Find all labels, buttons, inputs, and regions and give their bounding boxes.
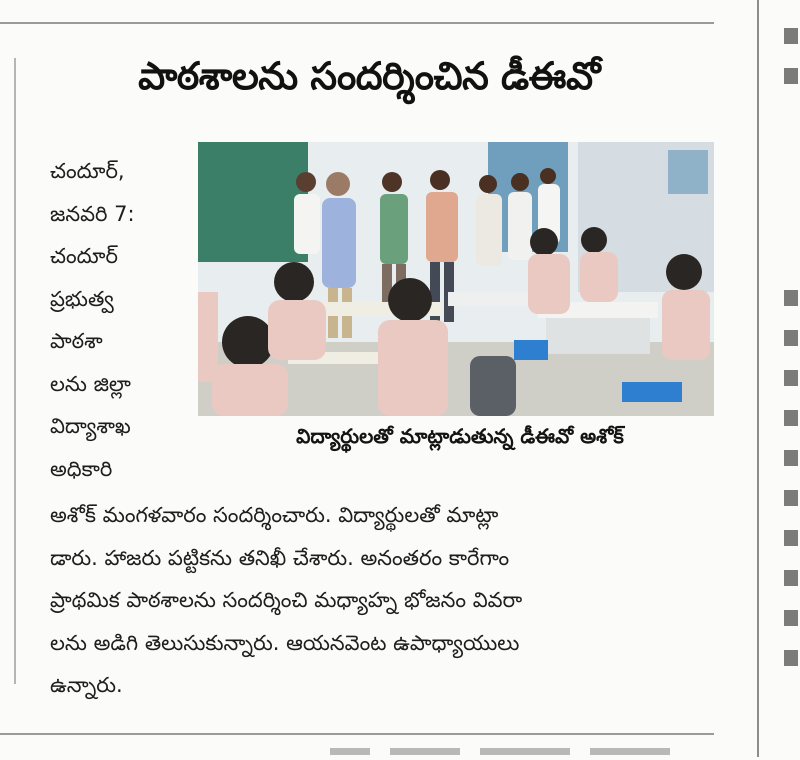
dateline-line: విద్యాశాఖ <box>50 414 131 438</box>
classroom-scene-illustration <box>198 142 714 416</box>
body-line: అశోక్ మంగళవారం సందర్శించారు. విద్యార్థులతో మాట్లా <box>50 503 499 527</box>
article-headline: పాఠశాలను సందర్శించిన డీఈవో <box>138 54 600 98</box>
classroom-visit-photo <box>198 142 714 416</box>
left-border-rule <box>14 58 16 684</box>
dateline-column <box>50 150 190 490</box>
body-line: లను అడిగి తెలుసుకున్నారు. ఆయనవెంట ఉపాధ్యాయులు <box>50 630 520 655</box>
photo-caption: విద్యార్థులతో మాట్లాడుతున్న డీఈవో అశోక్ <box>296 424 624 448</box>
dateline-line: చందూర్, <box>50 159 125 183</box>
dateline-line: జనవరి 7: <box>50 201 135 226</box>
column-divider-rule <box>757 0 759 757</box>
dateline-line: లను జిల్లా <box>50 371 131 396</box>
article-body <box>50 494 718 707</box>
dateline-line: ప్రభుత్వ <box>50 286 114 311</box>
dateline-line: అధికారి <box>50 456 113 481</box>
body-line: డారు. హాజరు పట్టికను తనిఖీ చేశారు. అనంతరం కారేగాం <box>50 545 510 570</box>
dateline-line: చందూర్ <box>50 244 118 268</box>
bottom-rule <box>0 733 714 735</box>
top-rule <box>0 22 714 24</box>
dateline-line: పాఠశా <box>50 329 103 353</box>
cropped-adjacent-column <box>782 24 800 729</box>
adjacent-column-text-marks <box>782 24 800 724</box>
cropped-next-article-fragment <box>330 740 730 760</box>
cropped-text-marks <box>40 0 740 8</box>
body-line: ఉన్నారు. <box>50 673 123 697</box>
cropped-bottom-text-marks <box>330 740 730 760</box>
body-line: ప్రాథమిక పాఠశాలను సందర్శించి మధ్యాహ్న భోజనం వివరా <box>50 588 523 612</box>
cropped-previous-article-fragment <box>40 0 740 8</box>
